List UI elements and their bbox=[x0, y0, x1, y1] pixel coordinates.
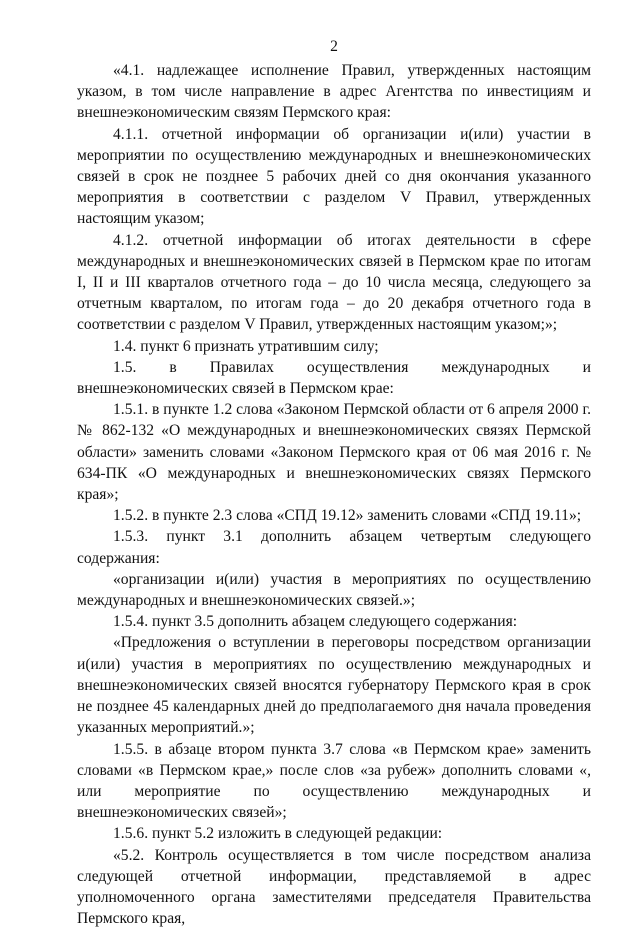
paragraph: «организации и(или) участия в мероприятиях по осуществлению международных и внешнеэкономических связей.»; bbox=[77, 570, 591, 610]
paragraph: «Предложения о вступлении в переговоры посредством организации и(или) участия в мероприятиях по осуществлению международных и внешнеэкономических связей вносятся губернатору Пермского края в срок не позднее 45 календарных дней до предполагаемого дня начала проведения указанных мероприятий.»; bbox=[77, 634, 591, 737]
paragraph: 1.5.4. пункт 3.5 дополнить абзацем следующего содержания: bbox=[113, 613, 518, 631]
paragraph: 1.5.5. в абзаце втором пункта 3.7 слова «в Пермском крае» заменить словами «в Пермском крае,» после слов «за рубеж» дополнить словами «, или мероприятие по осуществлению международных и внешнеэкономических связей»; bbox=[77, 740, 591, 822]
paragraph: 1.4. пункт 6 признать утратившим силу; bbox=[113, 337, 379, 355]
paragraph: 1.5. в Правилах осуществления международных и внешнеэкономических связей в Пермском крае: bbox=[77, 358, 591, 398]
paragraph: 4.1.1. отчетной информации об организации и(или) участии в мероприятии по осуществлению международных и внешнеэкономических связей в срок не позднее 5 рабочих дней со дня окончания указанного мероприятия в соответствии с разделом V Правил, утвержденных настоящим указом; bbox=[77, 125, 591, 228]
paragraph: 1.5.6. пункт 5.2 изложить в следующей редакции: bbox=[113, 825, 443, 843]
document-page bbox=[77, 38, 591, 929]
paragraph: 4.1.2. отчетной информации об итогах деятельности в сфере международных и внешнеэкономических связей в Пермском крае по итогам I, II и III кварталов отчетного года – до 10 числа месяца, следующего за отчетным кварталом, по итогам года – до 20 декабря отчетного года в соответствии с разделом V Правил, утвержденных настоящим указом;»; bbox=[77, 231, 591, 334]
paragraph: 1.5.3. пункт 3.1 дополнить абзацем четвертым следующего содержания: bbox=[77, 528, 591, 567]
paragraph: «5.2. Контроль осуществляется в том числе посредством анализа следующей отчетной информации, представляемой в адрес уполномоченного органа заместителями председателя Правительства Пермского края, bbox=[77, 846, 591, 928]
page-number: 2 bbox=[330, 38, 338, 55]
paragraph: 1.5.1. в пункте 1.2 слова «Законом Пермской области от 6 апреля 2000 г. № 862-132 «О международных и внешнеэкономических связях Пермской области» заменить словами «Законом Пермского края от 06 мая 2016 г. № 634-ПК «О международных и внешнеэкономических связях Пермского края»; bbox=[77, 401, 591, 504]
paragraph: «4.1. надлежащее исполнение Правил, утвержденных настоящим указом, в том числе направление в адрес Агентства по инвестициям и внешнеэкономическим связям Пермского края: bbox=[77, 62, 591, 122]
paragraph: 1.5.2. в пункте 2.3 слова «СПД 19.12» заменить словами «СПД 19.11»; bbox=[113, 507, 582, 525]
